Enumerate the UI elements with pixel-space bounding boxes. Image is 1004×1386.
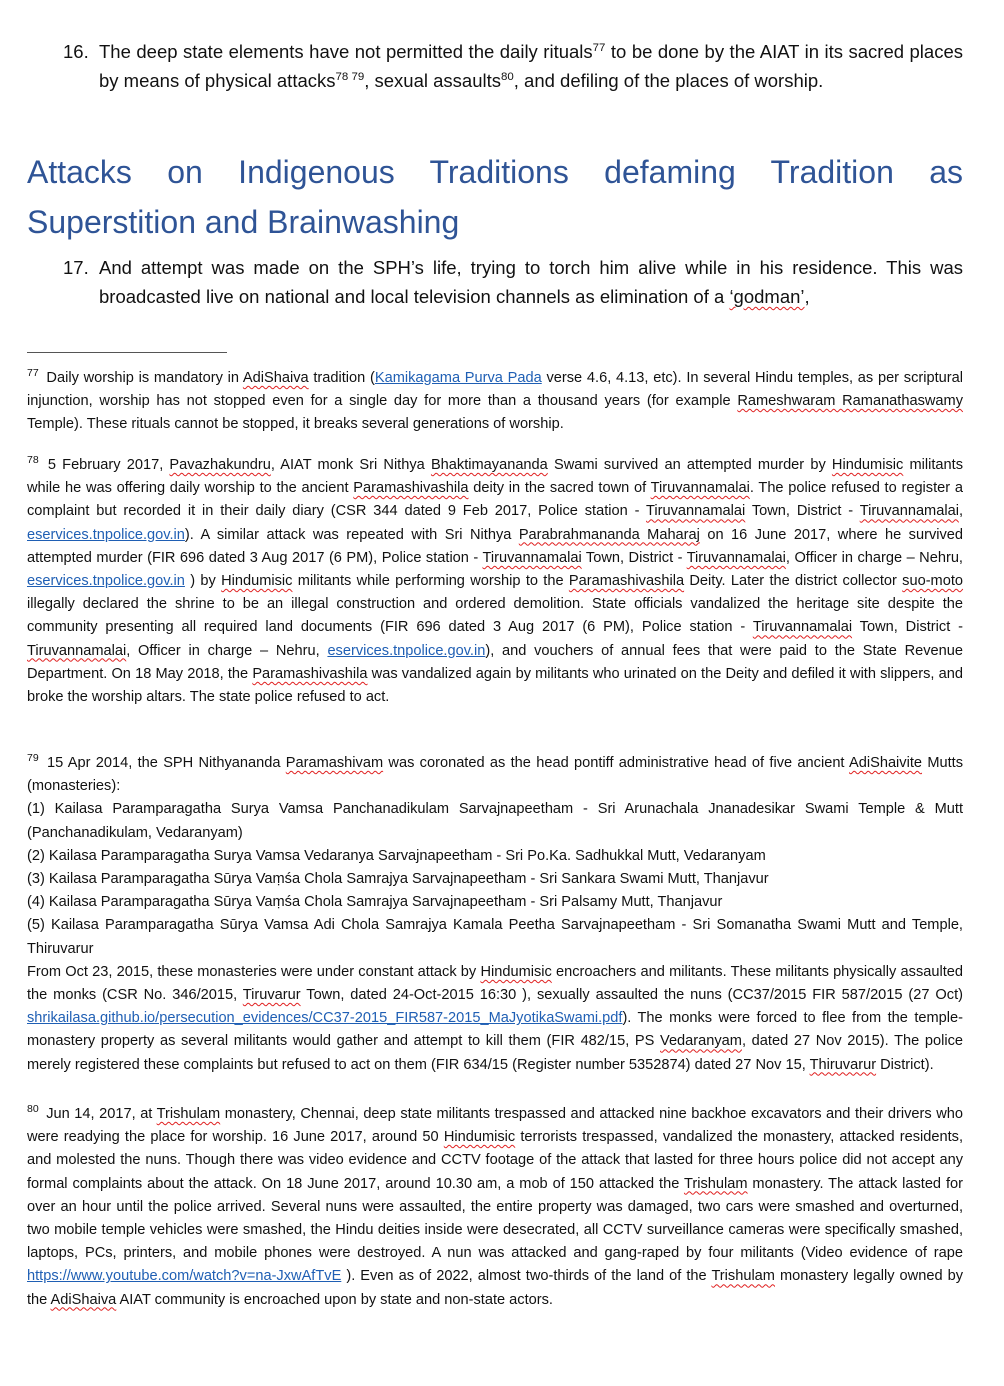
text-run: AIAT community is encroached upon by state and non-state actors. [116,1291,553,1308]
text-run: Town, District - [745,503,860,520]
spellcheck-word: Vedaranyam [660,1033,742,1050]
mutt-list-item: (5) Kailasa Paramparagatha Sūrya Vamsa Adi Chola Samrajya Kamala Peetha Sarvajnapeetham - Sri Somanatha Swami Mutt and Temple, Thiruvarur [27,917,963,957]
text-run: 5 February 2017, [41,457,170,473]
text-run: Swami survived an attempted murder by [547,457,832,473]
text-run: , dated 27 Nov 2015). The police merely registered these complaints but refused to act on them (FIR 634/15 (Register number 5352874) dated 27 Nov 15, [27,1033,963,1073]
spellcheck-word: Thiruvarur [809,1056,877,1073]
footnote-77 [27,367,963,437]
spellcheck-word: Paramashivashila [252,665,368,682]
spellcheck-word: Hindumisic [831,457,904,473]
text-run: militants while he was offering daily worship to the ancient [27,457,963,497]
text-run: , and defiling of the places of worship. [513,70,824,91]
text-run: verse 4.6, 4.13, etc). In several Hindu temples, as per scriptural injunction, worship has not stopped even for a single day for more than a thousand years (for example [27,370,963,410]
spellcheck-word: Paramashivam [285,755,384,771]
spellcheck-word: Paramashivashila [353,480,469,497]
spellcheck-word: Hindumisic [443,1129,516,1146]
text-run: Mutts (monasteries): [27,755,964,795]
spellcheck-word: Parabrahmananda Maharaj [518,526,700,543]
spellcheck-word: Trishulam [156,1106,221,1122]
footnote-78 [27,454,963,709]
footnote-ref-78[interactable]: 78 [335,70,349,83]
spellcheck-word: Tiruvannamalai [859,503,959,520]
spellcheck-word: Tiruvarur [242,987,301,1004]
text-run: , AIAT monk Sri Nithya [270,457,431,473]
text-run: , [804,286,810,307]
youtube-link[interactable]: https://www.youtube.com/watch?v=na-JxwAfTvE [27,1268,342,1285]
text-run: monastery, Chennai, deep state militants trespassed and attacked nine backhoe excavators and their drivers who were readying the place for worship. 16 June 2017, around 50 [27,1106,963,1146]
spellcheck-word: Hindumisic [221,573,293,590]
spellcheck-word: Hindumisic [480,963,552,980]
spellcheck-word: AdiShaivite [849,755,923,771]
text-run: Temple). These rituals cannot be stopped, it breaks several generations of worship. [27,416,564,433]
text-run: And attempt was made on the SPH’s life, trying to torch him alive while in his residence. This was broadcasted live on national and local television channels as elimination of a [99,257,963,307]
text-run: ), and vouchers of annual fees that were paid to the State Revenue Department. On 18 May 2018, the [27,642,963,682]
text-run: . The police refused to register a complaint but recorded it in their daily diary (CSR 344 dated 9 Feb 2017, Police station - [27,480,963,520]
spellcheck-word: Tiruvannamalai [646,503,746,520]
footnote-number: 80 [27,1103,39,1116]
text-run: Town, District - [852,619,963,636]
mutt-list-item: (2) Kailasa Paramparagatha Surya Vamsa Vedaranya Sarvajnapeetham - Sri Po.Ka. Sadhukkal Mutt, Vedaranyam [27,847,766,864]
spellcheck-word: Rameshwaram Ramanathaswamy [737,393,963,410]
tnpolice-link[interactable]: eservices.tnpolice.gov.in [27,526,185,543]
section-heading-line-1: Attacks on Indigenous Traditions defaming Tradition as [27,154,963,190]
text-run: Town, District - [581,549,687,566]
text-run: deity in the sacred town of [468,480,651,497]
footnote-intro [27,752,963,798]
text-run: , sexual assaults [364,70,501,91]
numbered-paragraph-16 [63,37,963,95]
text-run: District). [876,1056,934,1073]
mutt-list-item: (1) Kailasa Paramparagatha Surya Vamsa Panchanadikulam Sarvajnapeetham - Sri Arunachala Jnanadesikar Swami Temple & Mutt (Panchanadikulam, Vedaranyam) [27,801,963,841]
text-run: ). A similar attack was repeated with Sri Nithya [184,526,519,543]
footnote-ref-77[interactable]: 77 [592,41,606,54]
footnote-number: 77 [27,367,39,380]
mutt-list-item: (3) Kailasa Paramparagatha Sūrya Vaṃśa Chola Samrajya Sarvajnapeetham - Sri Sankara Swami Mutt, Thanjavur [27,871,769,888]
spellcheck-word: Tiruvannamalai [686,549,786,566]
spellcheck-word: AdiShaiva [242,370,309,386]
text-run: , [958,503,963,520]
section-heading [27,147,963,247]
spellcheck-word: Bhaktimayananda [430,457,548,473]
spellcheck-word: ‘godman’ [729,286,805,307]
footnote-ref-80[interactable]: 80 [500,70,514,83]
text-run: , Officer in charge – Nehru, [126,642,328,659]
text-run: tradition ( [308,370,375,386]
text-run: ) by [184,573,222,590]
text-run: From Oct 23, 2015, these monasteries were under constant attack by [27,963,481,980]
text-run: illegally declared the shrine to be an illegal construction and ordered demolition. State officials vandalized the heritage site despite the community presenting all required land documents (FIR 696 dated 3 Aug 2017 (6 PM), Police station - [27,596,963,636]
tnpolice-link[interactable]: eservices.tnpolice.gov.in [327,642,486,659]
footnote-ref-79[interactable]: 79 [351,70,365,83]
text-run: monastery legally owned by the [27,1268,963,1308]
spellcheck-word: suo-moto [902,573,964,590]
spellcheck-word: Trishulam [683,1175,748,1192]
text-run: Deity. Later the district collector [684,573,903,590]
footnote-number: 79 [27,752,39,765]
footnote-body [27,961,963,1077]
footnote-number: 78 [27,454,39,467]
spellcheck-word: Paramashivashila [568,573,685,590]
text-run: Town, dated 24-Oct-2015 16:30 ), sexually assaulted the nuns (CC37/2015 FIR 587/2015 (27 Oct) [300,987,963,1004]
text-run: militants while performing worship to the [292,573,569,590]
text-run: ). Even as of 2022, almost two-thirds of the land of the [341,1268,712,1285]
paragraph-number: 17. [63,257,89,278]
footnote-separator [27,352,227,353]
text-run: monastery. The attack lasted for over an hour until the police arrived. Several nuns were assaulted, the entire property was damaged, two cars were smashed and overturned, two mobile temple vehicles were smashed, the Hindu deities inside were desecrated, all CCTV surveillance cameras were specifically smashed, laptops, PCs, printers, and mobile phones were destroyed. A nun was attacked and gang-raped by four militants (Video evidence of rape [27,1175,963,1262]
spellcheck-word: Tiruvannamalai [752,619,853,636]
spellcheck-word: Tiruvannamalai [650,480,750,497]
text-run: terrorists trespassed, vandalized the monastery, attacked residents, and molested the nuns. Though there was video evidence and CCTV footage of the attack that lasted for three hours police did not accept any formal complaints about the attack. On 18 June 2017, around 10.30 am, a mob of 150 attacked the [27,1129,963,1192]
text-run: was coronated as the head pontiff administrative head of five ancient [383,755,849,771]
spellcheck-word: Pavazhakundru [169,457,271,473]
footnote-80 [27,1103,963,1312]
text-run: encroachers and militants. These militants physically assaulted the monks (CSR No. 346/2015, [27,963,964,1004]
paragraph-text [99,253,963,311]
spellcheck-word: Trishulam [711,1268,775,1285]
spellcheck-word: Tiruvannamalai [482,549,582,566]
tnpolice-link[interactable]: eservices.tnpolice.gov.in [27,573,185,590]
text-run: , Officer in charge – Nehru, [785,549,963,566]
text-run: 15 Apr 2014, the SPH Nithyananda [41,755,286,771]
spellcheck-word: Tiruvannamalai [27,642,127,659]
section-heading-line-2: Superstition and Brainwashing [27,204,460,240]
footnote-79 [27,752,963,1077]
text-run: was vandalized again by militants who urinated on the Deity and defiled it with slippers, and broke the worship altars. The state police refused to act. [27,665,963,706]
mutt-list-item: (4) Kailasa Paramparagatha Sūrya Vaṃśa Chola Samrajya Sarvajnapeetham - Sri Palsamy Mutt, Thanjavur [27,894,723,911]
kamikagama-link[interactable]: Kamikagama Purva Pada [374,370,542,386]
text-run: Daily worship is mandatory in [41,370,243,386]
paragraph-text [99,37,963,95]
numbered-paragraph-17 [63,253,963,311]
text-run: Jun 14, 2017, at [41,1106,157,1122]
paragraph-number: 16. [63,41,89,62]
text-run: to be done by the AIAT in its sacred places by means of physical attacks [99,41,963,91]
evidence-pdf-link[interactable]: shrikailasa.github.io/persecution_evidences/CC37-2015_FIR587-2015_MaJyotikaSwami.pdf [27,1010,623,1027]
text-run: The deep state elements have not permitted the daily rituals [99,41,593,62]
text-run: on 16 June 2017, where he survived attempted murder (FIR 696 dated 3 Aug 2017 (6 PM), Police station - [27,526,964,566]
spellcheck-word: AdiShaiva [50,1291,117,1308]
text-run: ). The monks were forced to flee from the temple-monastery property as several militants would gather and attempt to kill them (FIR 482/15, PS [27,1010,963,1050]
